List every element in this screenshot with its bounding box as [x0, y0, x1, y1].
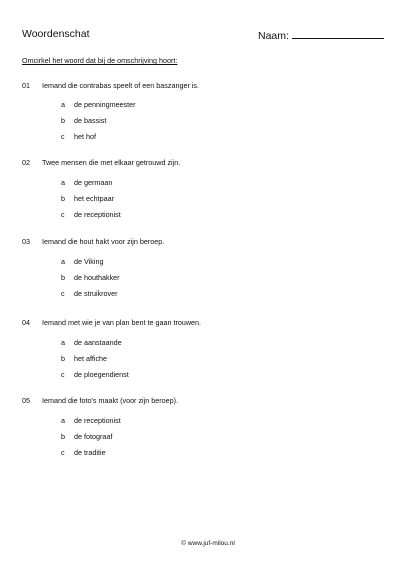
option-text: de receptionist	[74, 416, 121, 425]
option-letter: c	[61, 289, 65, 298]
option-text: de ploegendienst	[74, 370, 129, 379]
option-text: de receptionist	[74, 210, 121, 219]
question-row	[22, 396, 402, 406]
option-text: de traditie	[74, 448, 106, 457]
option-letter: b	[61, 432, 65, 441]
instruction-text: Omcirkel het woord dat bij de omschrijving hoort:	[22, 56, 178, 65]
question-text: Iemand met wie je van plan bent te gaan trouwen.	[42, 318, 202, 327]
question-number: 01	[22, 81, 30, 90]
option-c	[22, 289, 402, 299]
option-text: de struikrover	[74, 289, 118, 298]
option-text: de penningmeester	[74, 100, 136, 109]
option-a	[22, 338, 402, 348]
option-c	[22, 448, 402, 458]
option-text: de aanstaande	[74, 338, 122, 347]
option-c	[22, 210, 402, 220]
option-letter: b	[61, 354, 65, 363]
question-number: 03	[22, 237, 30, 246]
question-05	[22, 396, 402, 458]
question-number: 04	[22, 318, 30, 327]
option-b	[22, 273, 402, 283]
option-text: het affiche	[74, 354, 108, 363]
option-b	[22, 432, 402, 442]
option-a	[22, 178, 402, 188]
question-text: Twee mensen die met elkaar getrouwd zijn.	[42, 158, 181, 167]
option-b	[22, 116, 402, 126]
name-field	[258, 28, 384, 42]
option-letter: c	[61, 210, 65, 219]
option-text: het hof	[74, 132, 96, 141]
option-letter: c	[61, 448, 65, 457]
option-b	[22, 354, 402, 364]
question-row	[22, 318, 402, 328]
worksheet-title: Woordenschat	[22, 28, 90, 40]
question-04	[22, 318, 402, 380]
option-text: de germaan	[74, 178, 113, 187]
option-b	[22, 194, 402, 204]
question-number: 05	[22, 396, 30, 405]
question-row	[22, 81, 402, 91]
option-text: de fotograaf	[74, 432, 113, 441]
option-letter: b	[61, 194, 65, 203]
question-03	[22, 237, 402, 299]
option-letter: c	[61, 370, 65, 379]
option-c	[22, 132, 402, 142]
option-letter: a	[61, 338, 65, 347]
question-number: 02	[22, 158, 30, 167]
option-a	[22, 257, 402, 267]
question-row	[22, 158, 402, 168]
name-blank-line	[292, 28, 384, 39]
question-text: Iemand die foto's maakt (voor zijn beroep).	[42, 396, 179, 405]
option-letter: a	[61, 100, 65, 109]
footer-copyright[interactable]: © www.juf-milou.nl	[181, 540, 235, 547]
option-letter: a	[61, 178, 65, 187]
option-letter: a	[61, 257, 65, 266]
option-letter: c	[61, 132, 65, 141]
option-letter: b	[61, 116, 65, 125]
name-label: Naam:	[258, 30, 289, 42]
question-02	[22, 158, 402, 220]
option-letter: b	[61, 273, 65, 282]
question-01	[22, 81, 402, 142]
option-text: de bassist	[74, 116, 107, 125]
question-text: Iemand die contrabas speelt of een baszanger is.	[42, 81, 200, 90]
option-a	[22, 100, 402, 110]
option-text: de houthakker	[74, 273, 120, 282]
option-c	[22, 370, 402, 380]
question-text: Iemand die hout hakt voor zijn beroep.	[42, 237, 165, 246]
question-row	[22, 237, 402, 247]
option-text: het echtpaar	[74, 194, 114, 203]
option-letter: a	[61, 416, 65, 425]
option-a	[22, 416, 402, 426]
option-text: de Viking	[74, 257, 104, 266]
